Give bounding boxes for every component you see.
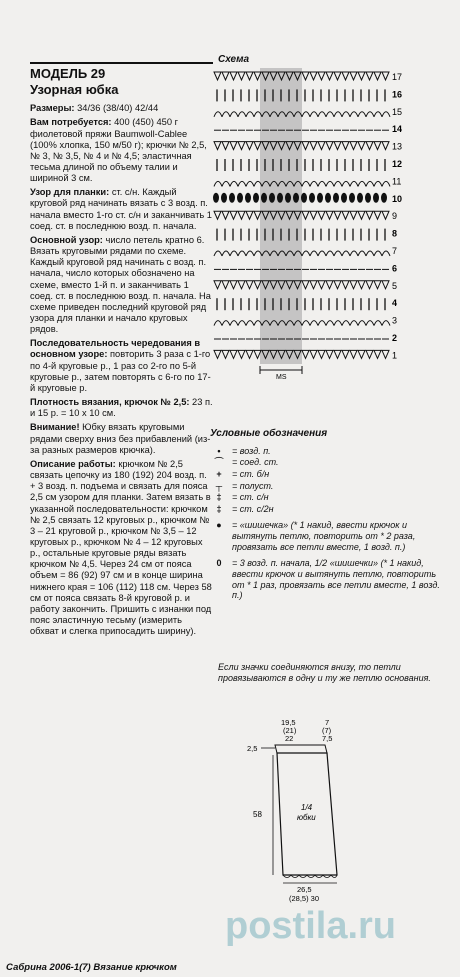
pattern-description [30,62,213,640]
legend-items [210,446,450,601]
bobble-mark [261,193,267,203]
stitch-mark [350,350,357,358]
stitch-mark [358,281,365,289]
stitch-mark [334,72,341,80]
stitch-mark [334,142,341,150]
stitch-mark [230,142,237,150]
top-width: 19,5 [281,718,296,727]
legend-title: Условные обозначения [210,428,328,439]
model-subtitle: Узорная юбка [30,81,119,97]
schema-title: Схема [218,54,250,65]
half-bobble-icon: 0 [216,558,222,569]
stitch-mark [230,350,237,358]
bobble-mark [293,193,299,203]
bobble-mark [269,193,275,203]
stitch-mark [246,142,253,150]
sequence-label: Последовательность чередования в основном узоре: [30,338,201,360]
stitch-mark [214,112,222,117]
bobble-mark [357,193,363,203]
legend-item [210,469,450,480]
stitch-mark [214,321,222,326]
sizes-value: 34/36 (38/40) 42/44 [74,103,159,114]
stitch-mark [238,251,246,256]
stitch-mark [310,281,317,289]
watermark: postila.ru [225,905,397,947]
bobble-icon: ● [216,520,222,531]
stitch-mark [310,211,317,219]
stitch-mark [382,321,390,326]
stitch-mark [238,181,246,186]
stitch-mark [246,321,254,326]
sizes-paragraph [30,103,213,114]
stitch-mark [358,142,365,150]
legend-item [210,446,450,457]
legend-item [210,520,450,552]
stitch-mark [374,181,382,186]
main-label: Основной узор: [30,234,103,245]
stitch-mark [358,251,366,256]
stitch-mark [302,350,309,358]
plank-value: ст. с/н. Каждый круговой ряд начинать вязать с 3 возд. п. начала вместо 1-го ст. с/н и заканчивать 1 соед. ст. в последнюю возд. п. начала. [30,187,212,231]
row-number: 16 [392,89,403,100]
row-number: 15 [392,106,403,117]
stitch-mark [246,181,254,186]
row-number: 7 [392,246,398,256]
stitch-mark [302,321,310,326]
stitch-mark [222,281,229,289]
bobble-mark [277,193,283,203]
footer-text: Сабрина 2006-1(7) Вязание крючком [6,962,177,973]
stitch-mark [214,251,222,256]
stitch-mark [326,72,333,80]
stitch-mark [342,112,350,117]
bobble-mark [253,193,259,203]
legend-text: = 3 возд. п. начала, 1/2 «шишечки» (* 1 накид, ввести крючок и вытянуть петлю, повторить от * 1 раз, провязать все петли вместе, 1 возд. п.) [232,558,440,601]
stitch-mark [254,211,261,219]
stitch-mark [222,72,229,80]
work-value: крючком № 2,5 связать цепочку из 180 (192) 204 возд. п. + 3 возд. п. подъема и связать для пояса 2,5 см узором для планки. Затем вязать в указанной последовательности: крючком № 2,5 связать 12 круговых р., крючком № 3 – 21 круговой р., крючком № 3,5 – 12 круговых р., крючком № 4 – 12 круговых р., остальные круговые ряды вязать крючком № 4,5. Через 24 см от пояса объем = 86 (92) 97 см и в конце ширина нижнего края = 106 (112) 118 см. Через 58 см от пояса связать 8-й круговой р. и работу закончить. Пришить с изнанки под пояс эластичную тесьму (измерить обхват и слегка припосадить ширину). [30,458,212,637]
main-paragraph [30,235,213,335]
bobble-mark [301,193,307,203]
piece-label: 1/4 [301,803,313,812]
top-side-sizes: (7) [322,726,332,735]
stitch-mark [366,72,373,80]
legend-text: = ст. б/н [232,469,270,480]
legend-item [210,481,450,492]
stitch-mark [214,350,221,358]
stitch-mark [318,321,326,326]
legend-item [210,492,450,503]
skirt-diagram [245,715,365,905]
stitch-mark [318,142,325,150]
attention-value: Юбку вязать круговыми рядами сверху вниз без прибавлений (из-за разных размеров крючка). [30,422,211,455]
row-number: 2 [392,333,398,343]
stitch-mark [342,72,349,80]
legend-text: = ст. с/н [232,492,269,503]
density-paragraph [30,397,213,419]
stitch-mark [238,350,245,358]
attention-paragraph [30,422,213,455]
stitch-mark [358,181,366,186]
bottom-width-sizes: (28,5) 30 [289,894,320,903]
row-number: 3 [392,315,398,326]
bobble-mark [325,193,331,203]
stitch-mark [374,112,382,117]
stitch-mark [342,211,349,219]
bobble-mark [213,193,219,203]
stitch-mark [382,112,390,117]
stitch-mark [334,350,341,358]
row-number: 14 [392,124,403,135]
top-width-sizes: (21) [283,726,297,735]
stitch-mark [366,281,373,289]
stitch-mark [382,281,389,289]
stitch-mark [246,251,254,256]
stitch-mark [302,181,310,186]
stitch-mark [358,350,365,358]
stitch-mark [326,142,333,150]
row-number: 9 [392,211,398,222]
model-title: МОДЕЛЬ 29 [30,62,213,82]
stitch-mark [222,350,229,358]
work-paragraph [30,459,213,638]
row-numbers [392,72,402,360]
top-width-last: 22 [285,734,294,743]
stitch-mark [350,321,358,326]
stitch-mark [230,211,237,219]
stitch-mark [334,211,341,219]
top-side: 7 [325,718,330,727]
stitch-mark [366,321,374,326]
density-label: Плотность вязания, крючок № 2,5: [30,397,190,408]
stitch-mark [382,350,389,358]
stitch-mark [334,281,341,289]
legend-text: = соед. ст. [232,457,279,468]
row-number: 1 [392,350,398,361]
stitch-mark [334,181,342,186]
stitch-mark [318,281,325,289]
waist-height: 2,5 [247,744,258,753]
stitch-mark [326,281,333,289]
repeat-label: MS [276,374,287,381]
stitch-mark [374,281,381,289]
stitch-mark [350,142,357,150]
treble-crochet-icon: ‡ [216,503,222,514]
stitch-mark [382,72,389,80]
stitch-mark [230,72,237,80]
stitch-mark [302,281,309,289]
bottom-width: 26,5 [297,885,312,894]
stitch-mark [302,211,309,219]
stitch-mark [310,72,317,80]
top-side-last: 7,5 [322,734,333,743]
row-number: 8 [392,228,398,239]
stitch-mark [246,211,253,219]
stitch-mark [342,321,350,326]
stitch-mark [238,72,245,80]
stitch-mark [334,321,342,326]
stitch-mark [334,251,342,256]
stitch-mark [310,321,318,326]
stitch-mark [302,251,310,256]
legend-text: = возд. п. [232,445,271,456]
row-number: 11 [392,176,402,187]
stitch-mark [366,251,374,256]
stitch-mark [238,142,245,150]
bobble-mark [373,193,379,203]
stitch-mark [246,72,253,80]
legend [210,428,450,602]
stitch-mark [358,72,365,80]
material-paragraph [30,117,213,184]
main-value: число петель кратно 6. Вязать круговыми рядами по схеме. Каждый круговой ряд начинать с возд. п. начала, число которых обозначено на схеме, вместо 1-й п. и заканчивать 1 соед. ст. в последнюю возд. п. начала. На схеме приведен последний круговой ряд узора для планки и начало круговых рядов. [30,234,211,335]
stitch-mark [358,211,365,219]
piece-label2: юбки [297,813,316,822]
material-label: Вам потребуется: [30,117,112,128]
stitch-mark [214,211,221,219]
stitch-mark [350,112,358,117]
stitch-mark [350,181,358,186]
material-value: 400 (450) 450 г фиолетовой пряжи Baumwoll-Cablee (100% хлопка, 150 м/50 г); крючки № 2,5, № 3, № 3,5, № 4 и № 4,5; эластичная тесьма длиной по объему талии и шириной 3 см. [30,117,207,184]
bobble-mark [333,193,339,203]
stitch-mark [342,350,349,358]
row-number: 17 [392,72,403,82]
attention-label: Внимание! [30,422,80,433]
stitch-mark [230,321,238,326]
stitch-mark [350,211,357,219]
row-number: 6 [392,263,398,274]
legend-item [210,558,450,600]
chain-icon: • [217,445,221,456]
bobble-mark [221,193,227,203]
bobble-mark [229,193,235,203]
stitch-mark [238,321,246,326]
stitch-mark [382,211,389,219]
stitch-mark [214,72,221,80]
stitch-mark [374,211,381,219]
stitch-mark [318,211,325,219]
stitch-mark [342,251,350,256]
bobble-mark [341,193,347,203]
sequence-value: повторить 3 раза с 1-го по 4-й круговые р., 1 раз со 2-го по 5-й круговые р., затем повторять с 6-го по 17-й круговые р. [30,349,211,393]
stitch-mark [318,251,326,256]
single-crochet-icon: + [216,469,222,480]
stitch-mark [310,350,317,358]
stitch-mark [382,181,390,186]
row-number: 10 [392,193,403,204]
crochet-chart [208,66,408,381]
stitch-mark [222,211,229,219]
stitch-mark [326,112,334,117]
stitch-mark [318,350,325,358]
stitch-mark [230,112,238,117]
stitch-mark [318,112,326,117]
stitch-mark [302,112,310,117]
work-label: Описание работы: [30,458,116,469]
waistband [275,745,327,753]
stitch-mark [382,251,390,256]
stitch-mark [222,112,230,117]
stitch-mark [342,142,349,150]
stitch-mark [366,181,374,186]
stitch-mark [254,142,261,150]
stitch-mark [366,211,373,219]
stitch-mark [326,211,333,219]
sequence-paragraph [30,338,213,394]
stitch-mark [382,142,389,150]
stitch-mark [310,181,318,186]
stitch-mark [350,281,357,289]
sizes-label: Размеры: [30,103,75,114]
legend-text: = «шишечка» (* 1 накид, ввести крючок и вытянуть петлю, повторить от * 2 раза, провязать все петли вместе, 1 возд. п.) [232,520,416,552]
stitch-mark [310,112,318,117]
stitch-mark [310,142,317,150]
stitch-mark [214,281,221,289]
stitch-mark [342,181,350,186]
stitch-mark [366,142,373,150]
stitch-mark [222,142,229,150]
bobble-mark [237,193,243,203]
stitch-mark [238,281,245,289]
bobble-mark [285,193,291,203]
bobble-mark [309,193,315,203]
footer [0,958,460,977]
plank-paragraph [30,187,213,232]
double-crochet-icon: ‡ [216,492,222,503]
stitch-mark [230,251,238,256]
row-number: 4 [392,298,398,309]
stitch-mark [310,251,318,256]
stitch-mark [222,251,230,256]
stitch-mark [326,181,334,186]
stitch-mark [350,72,357,80]
bobble-mark [381,193,387,203]
stitch-mark [374,251,382,256]
slip-stitch-icon: ⌒ [214,457,224,468]
stitch-mark [318,72,325,80]
row-number: 5 [392,280,398,291]
stitch-mark [222,181,230,186]
stitch-mark [246,281,253,289]
stitch-mark [222,321,230,326]
stitch-mark [358,112,366,117]
legend-text: = полуст. [232,480,274,491]
half-double-icon: ┬ [215,480,223,491]
legend-item [210,457,450,468]
legend-item [210,504,450,515]
stitch-mark [366,112,374,117]
bobble-mark [245,193,251,203]
row-number: 13 [392,141,403,152]
length-value: 58 [253,810,262,819]
plank-label: Узор для планки: [30,187,110,198]
stitch-mark [374,350,381,358]
stitch-mark [334,112,342,117]
density-value: 23 п. и 15 р. = 10 х 10 см. [30,397,213,419]
stitch-mark [358,321,366,326]
stitch-mark [214,142,221,150]
stitch-mark [350,251,358,256]
stitch-mark [342,281,349,289]
stitch-mark [374,142,381,150]
stitch-mark [254,72,261,80]
stitch-mark [238,211,245,219]
legend-note: Если значки соединяются внизу, то петли провязываются в одну и ту же петлю основания. [218,662,431,683]
stitch-mark [302,72,309,80]
stitch-mark [302,142,309,150]
stitch-mark [246,112,254,117]
stitch-mark [230,181,238,186]
bobble-mark [317,193,323,203]
stitch-mark [230,281,237,289]
stitch-mark [326,251,334,256]
stitch-mark [254,281,261,289]
stitch-mark [374,321,382,326]
stitch-mark [254,350,261,358]
stitch-mark [246,350,253,358]
stitch-mark [318,181,326,186]
bobble-mark [349,193,355,203]
bobble-mark [365,193,371,203]
row-number: 12 [392,159,403,169]
stitch-mark [214,181,222,186]
stitch-mark [366,350,373,358]
stitch-mark [238,112,246,117]
stitch-mark [326,350,333,358]
legend-text: = ст. с/2н [232,503,274,514]
stitch-mark [374,72,381,80]
stitch-mark [326,321,334,326]
